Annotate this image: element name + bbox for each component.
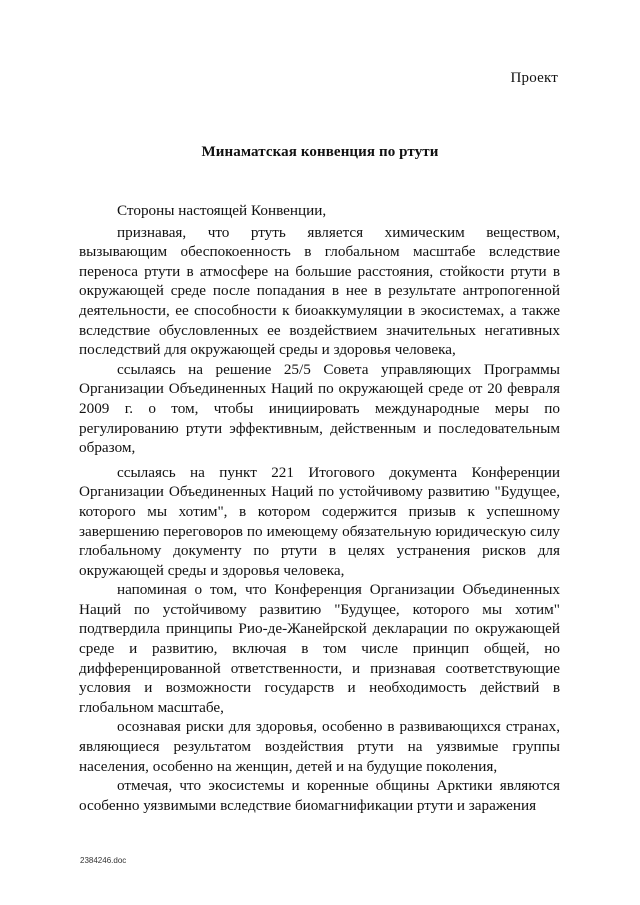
document-title: Минаматская конвенция по ртути [201, 144, 439, 160]
paragraph-rio-principles: напоминая о том, что Конференция Организации Объединенных Наций по устойчивому развитию "Будущее, которого мы хотим" подтвердила принципы Рио-де-Жанейрской декларации по окружающей среде и развитию, включая в том числе принцип общей, но дифференцированной ответственности, и признавая соответствующие условия и возможности государств и необходимость действий в глобальном масштабе, [79, 581, 560, 716]
document-body [79, 201, 560, 815]
paragraph-point-221: ссылаясь на пункт 221 Итогового документа Конференции Организации Объединенных Наций по устойчивому развитию "Будущее, которого мы хотим", в котором содержится призыв к успешному завершению переговоров по имеющему обязательную юридическую силу глобальному документу по ртути в целях устранения рисков для окружающей среды и здоровья человека, [79, 463, 560, 579]
paragraph-arctic: отмечая, что экосистемы и коренные общины Арктики являются особенно уязвимыми вследствие биомагнификации ртути и заражения [79, 777, 560, 814]
paragraph-health-risks: осознавая риски для здоровья, особенно в развивающихся странах, являющиеся результатом воздействия ртути на уязвимые группы населения, особенно на женщин, детей и на будущие поколения, [79, 718, 560, 775]
paragraph-decision-25-5: ссылаясь на решение 25/5 Совета управляющих Программы Организации Объединенных Наций по окружающей среде от 20 февраля 2009 г. о том, чтобы инициировать международные меры по регулированию ртути эффективным, действенным и последовательным образом, [79, 360, 560, 457]
project-label: Проект [510, 70, 558, 86]
footer-filename: 2384246.doc [80, 856, 127, 865]
intro-line: Стороны настоящей Конвенции, [117, 202, 327, 219]
paragraph-recognizing: признавая, что ртуть является химическим веществом, вызывающим обеспокоенность в глобальном масштабе вследствие переноса ртути в атмосфере на большие расстояния, стойкости ртути в окружающей среде после попадания в нее в результате антропогенной деятельности, ее способности к биоаккумуляции в экосистемах, а также вследствие обусловленных ее воздействием значительных негативных последствий для окружающей среды и здоровья человека, [79, 223, 560, 359]
